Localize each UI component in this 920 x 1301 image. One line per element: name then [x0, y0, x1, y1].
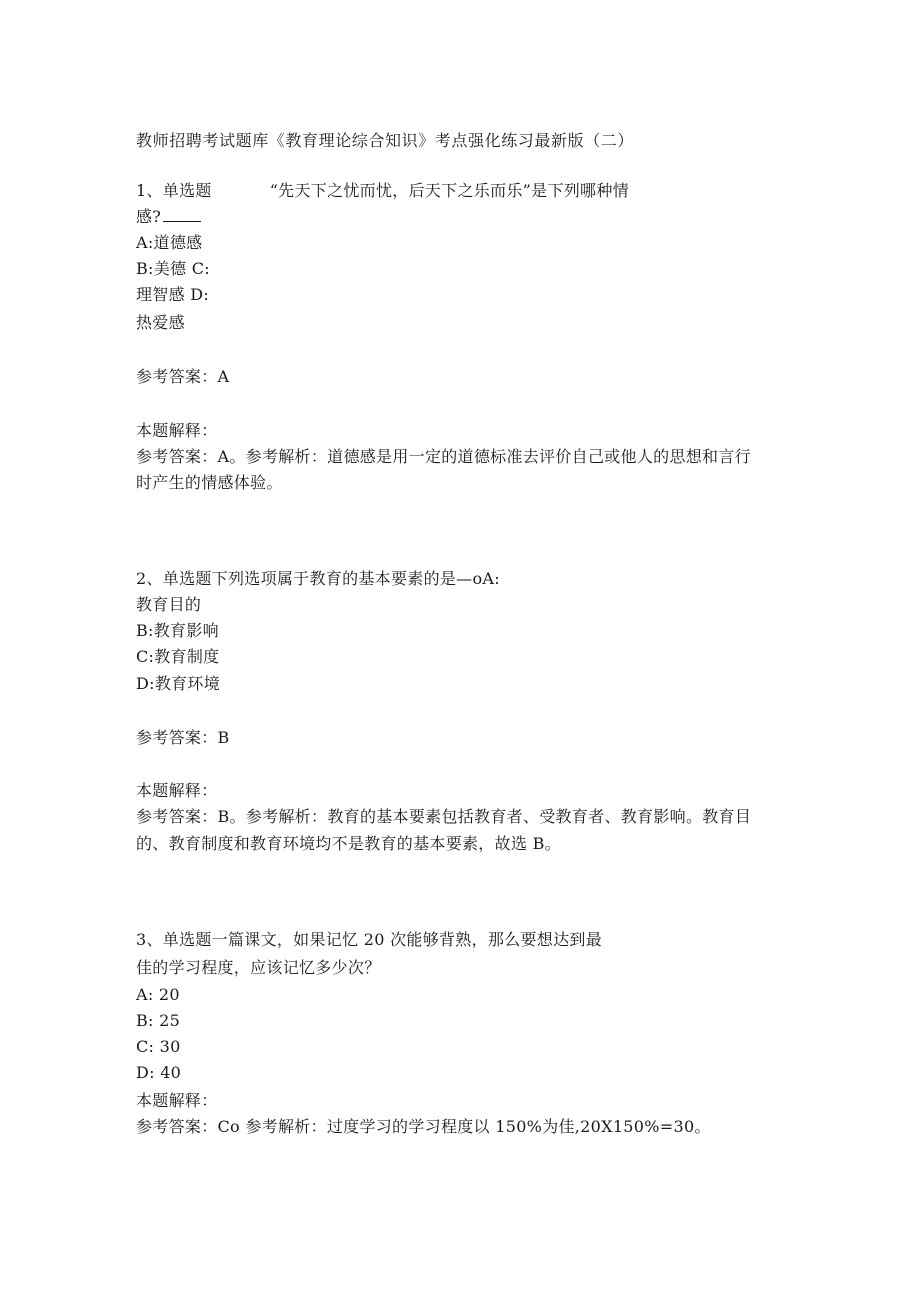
question-3-option-line: C: 30	[136, 1037, 181, 1056]
question-2-option-line: 教育目的	[136, 595, 202, 614]
document-title: 教师招聘考试题库《教育理论综合知识》考点强化练习最新版（二）	[136, 131, 635, 150]
question-3-explanation: 参考答案：Co 参考解析：过度学习的学习程度以 150%为佳,20X150%=30。	[136, 1117, 711, 1136]
question-1-option-line: 热爱感	[136, 313, 185, 332]
question-1-explanation: 参考答案：A。参考解析：道德感是用一定的道德标准去评价自己或他人的思想和言行	[136, 447, 751, 466]
question-1-stem-text-2: 感?	[136, 207, 162, 226]
answer-blank	[163, 207, 201, 222]
question-1-option-line: 理智感 D:	[136, 285, 210, 304]
question-2-explanation-label: 本题解释：	[136, 781, 218, 800]
question-2-option-line: D:教育环境	[136, 674, 221, 693]
question-2-explanation: 参考答案：B。参考解析：教育的基本要素包括教育者、受教育者、教育影响。教育目	[136, 807, 752, 826]
question-1-answer: 参考答案：A	[136, 367, 230, 386]
question-1-stem-text: “先天下之忧而忧，后天下之乐而乐”是下列哪种情	[269, 181, 629, 200]
question-1-explanation-label: 本题解释：	[136, 421, 218, 440]
question-1-stem-line-1	[136, 181, 629, 201]
question-3-option-line: A: 20	[136, 985, 180, 1004]
question-1-number: 1、单选题	[136, 181, 212, 200]
question-3-explanation-label: 本题解释：	[136, 1091, 218, 1110]
question-2-option-line: C:教育制度	[136, 647, 220, 666]
question-3-stem: 3、单选题一篇课文，如果记忆 20 次能够背熟，那么要想达到最	[136, 930, 603, 949]
question-2-stem: 2、单选题下列选项属于教育的基本要素的是—oA:	[136, 569, 500, 588]
question-1-stem-line-2	[136, 207, 201, 227]
question-2-explanation: 的、教育制度和教育环境均不是教育的基本要素，故选 B。	[136, 834, 561, 853]
question-2-answer: 参考答案：B	[136, 728, 230, 747]
question-3-stem-2: 佳的学习程度，应该记忆多少次？	[136, 958, 381, 977]
question-1-explanation: 时产生的情感体验。	[136, 473, 283, 492]
question-2-option-line: B:教育影响	[136, 621, 219, 640]
question-3-option-line: D: 40	[136, 1063, 182, 1082]
question-3-option-line: B: 25	[136, 1011, 181, 1030]
question-1-option-line: B:美德 C:	[136, 259, 210, 278]
question-1-option-line: A:道德感	[136, 233, 203, 252]
